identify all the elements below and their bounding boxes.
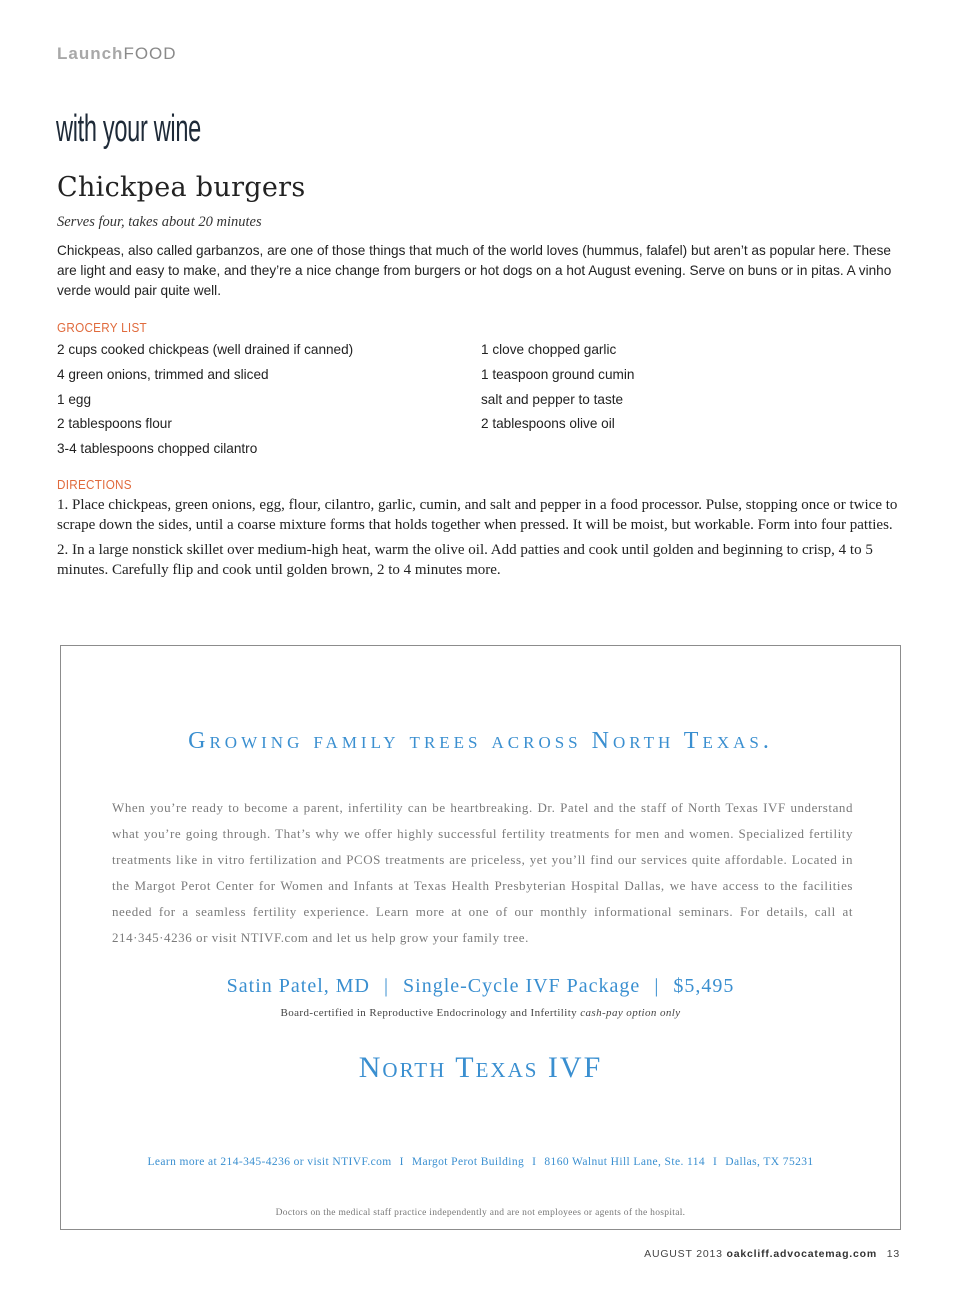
grocery-list-heading: GROCERY LIST (57, 320, 147, 335)
recipe-meta: Serves four, takes about 20 minutes (57, 214, 262, 230)
grocery-item: 1 egg (57, 391, 92, 407)
ad-contact-learn: Learn more at 214-345-4236 or visit NTIVF.com (147, 1156, 392, 1168)
ad-package: Single-Cycle IVF Package (403, 975, 641, 997)
ad-offer-separator: | (654, 975, 660, 997)
ad-contact (61, 1156, 900, 1168)
footer-site: oakcliff.advocatemag.com (726, 1248, 877, 1260)
ad-doctor: Satin Patel, MD (226, 975, 371, 997)
grocery-list-right (481, 338, 634, 437)
ad-credentials (61, 1007, 900, 1019)
ad-offer (61, 975, 900, 998)
grocery-item: 1 clove chopped garlic (481, 342, 617, 357)
ad-contact-separator: I (713, 1156, 718, 1168)
ad-body: When you’re ready to become a parent, infertility can be heartbreaking. Dr. Patel and the staff of North Texas IVF understand what you’re going through. That’s why we offer highly successful fertility treatments for men and women. Specialized fertility treatments like in vitro fertilization and PCOS treatments are priceless, yet you’ll find our services quite affordable. Located in the Margot Perot Center for Women and Infants at Texas Health Presbyterian Hospital Dallas, we have access to the facilities needed for a seamless fertility experience. Learn more at one of our monthly informational seminars. For details, call at 214·345·4236 or visit NTIVF.com and let us help grow your family tree. (112, 800, 853, 945)
ad-contact-separator: I (399, 1156, 404, 1168)
grocery-item: 3-4 tablespoons chopped cilantro (57, 441, 258, 457)
direction-step: 2. In a large nonstick skillet over medium-high heat, warm the olive oil. Add patties and cook until golden and beginning to crisp, 4 to 5 minutes. Carefully flip and cook until golden brown, 2 to 4 minutes more. (57, 542, 873, 578)
ad-credentials-note: cash-pay option only (580, 1007, 681, 1019)
ad-contact-building: Margot Perot Building (411, 1156, 525, 1168)
page-footer (644, 1248, 900, 1260)
ad-headline: Growing family trees across North Texas. (188, 728, 773, 754)
ad-contact-city: Dallas, TX 75231 (725, 1156, 814, 1168)
direction-step: 1. Place chickpeas, green onions, egg, flour, cilantro, garlic, cumin, and salt and pepper in a food processor. Pulse, stopping once or twice to scrape down the sides, until a coarse mixture forms that holds together when pressed. It will be moist, but workable. Form into four patties. (57, 497, 898, 533)
ad-price: $5,495 (673, 975, 735, 997)
section-label-launch: Launch (57, 44, 124, 63)
grocery-item: 2 tablespoons olive oil (481, 416, 615, 432)
section-label (57, 44, 177, 64)
footer-date: AUGUST 2013 (644, 1248, 723, 1260)
page-title: with your wine (56, 108, 201, 150)
recipe-title: Chickpea burgers (57, 172, 306, 203)
ad-offer-separator: | (384, 975, 390, 997)
grocery-item: 2 tablespoons flour (57, 416, 172, 432)
ad-credentials-text: Board-certified in Reproductive Endocrinology and Infertility (280, 1007, 578, 1019)
ad-logo: North Texas IVF (358, 1051, 603, 1084)
grocery-item: salt and pepper to taste (481, 391, 624, 407)
grocery-item: 2 cups cooked chickpeas (well drained if canned) (57, 342, 354, 357)
grocery-item: 1 teaspoon ground cumin (481, 366, 635, 382)
grocery-list-left (57, 338, 353, 462)
recipe-intro: Chickpeas, also called garbanzos, are one of those things that much of the world loves (hummus, falafel) but aren’t as popular here. These are light and easy to make, and they’re a nice change from burgers or hot dogs on a hot August evening. Serve on buns or in pitas. A vinho verde would pair quite well. (57, 243, 892, 298)
ad-disclaimer: Doctors on the medical staff practice independently and are not employees or agents of the hospital. (275, 1208, 686, 1218)
ad-contact-address: 8160 Walnut Hill Lane, Ste. 114 (544, 1156, 706, 1168)
section-label-food: FOOD (123, 44, 177, 63)
directions-heading: DIRECTIONS (57, 477, 132, 492)
advertisement (60, 645, 901, 1230)
ad-contact-separator: I (532, 1156, 537, 1168)
grocery-item: 4 green onions, trimmed and sliced (57, 366, 269, 382)
page-number: 13 (886, 1248, 900, 1260)
directions (57, 495, 905, 585)
